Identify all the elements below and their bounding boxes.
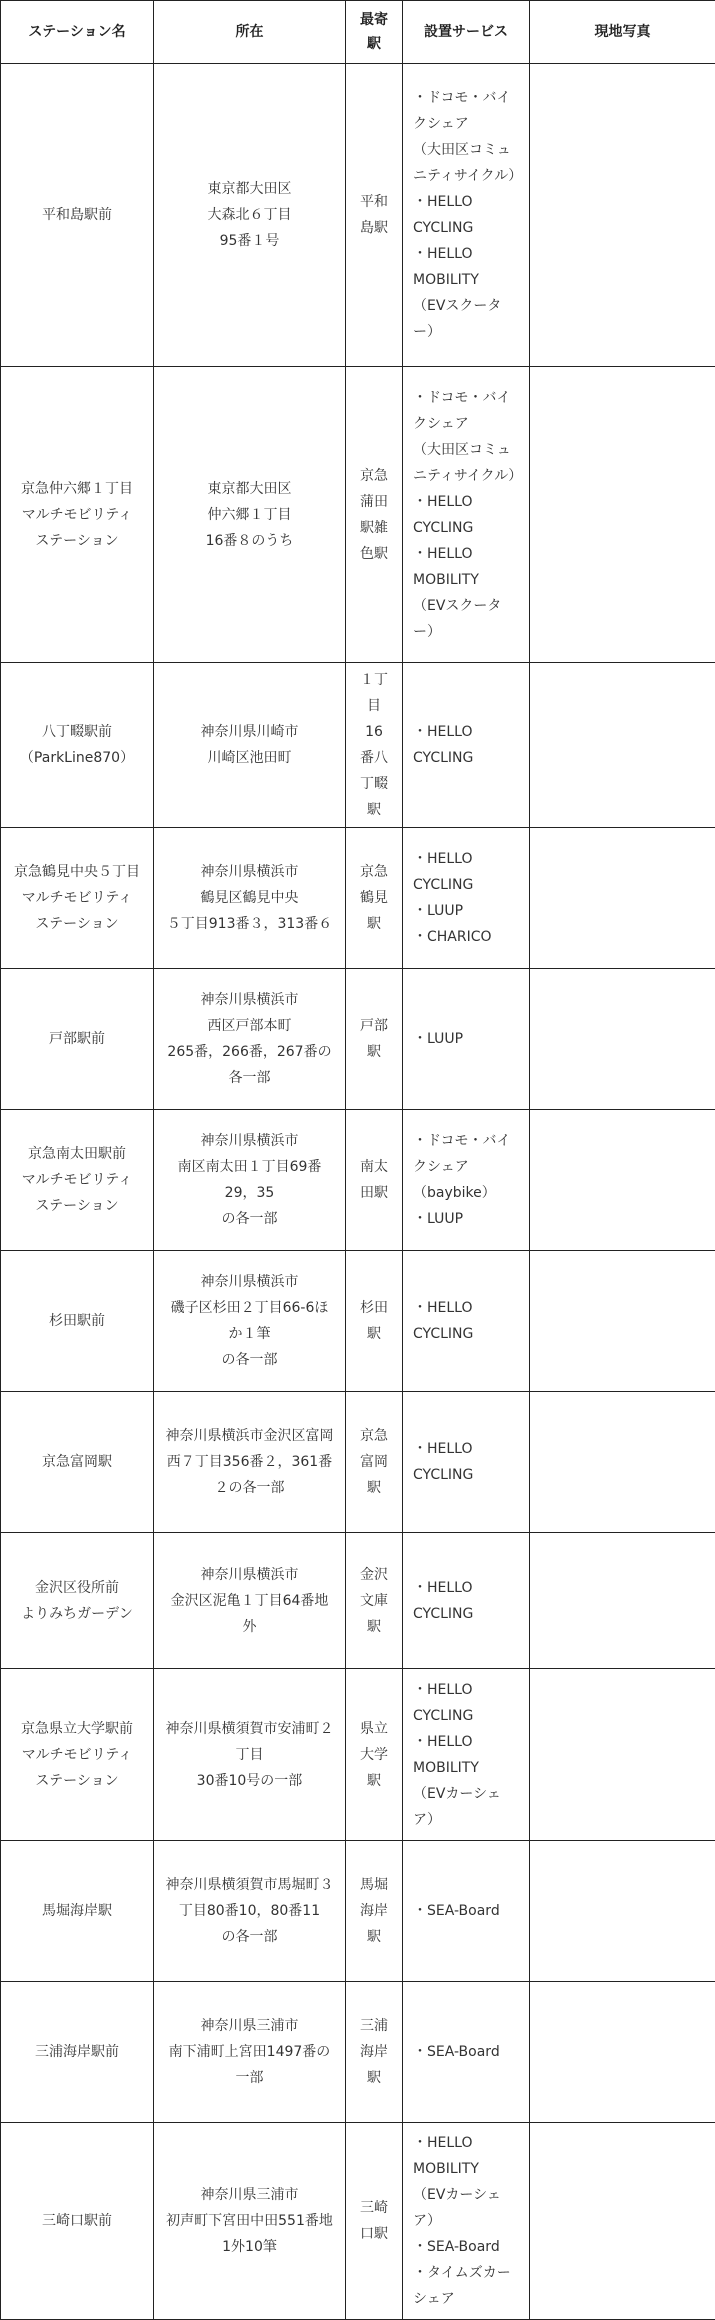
- table-row: [1, 2123, 715, 2320]
- table-body: [1, 64, 715, 2320]
- service-line: （大田区コミュニティサイクル）: [413, 137, 521, 189]
- services-cell: [403, 64, 530, 367]
- services-cell: [403, 2123, 530, 2320]
- station-name-line: マルチモビリティ: [13, 502, 141, 528]
- nearest-station-cell: １丁目16番八丁畷駅: [346, 663, 403, 828]
- location-line: 神奈川県横浜市: [164, 987, 335, 1013]
- table-row: [1, 1533, 715, 1669]
- photo-cell: [530, 969, 715, 1110]
- location-cell: [154, 1251, 346, 1392]
- station-name-line: ステーション: [13, 1193, 141, 1219]
- location-line: 神奈川県三浦市: [164, 2182, 335, 2208]
- service-line: ・LUUP: [413, 1026, 521, 1052]
- station-name-cell: [1, 1982, 154, 2123]
- service-line: ・HELLO CYCLING: [413, 1575, 521, 1627]
- header-row: [1, 1, 715, 64]
- service-line: ・HELLO CYCLING: [413, 489, 521, 541]
- location-line: 神奈川県横須賀市馬堀町３丁目80番10，80番11: [164, 1872, 335, 1924]
- table-row: [1, 1982, 715, 2123]
- nearest-station-cell: 平和島駅: [346, 64, 403, 367]
- station-name-cell: [1, 1251, 154, 1392]
- header-photo: 現地写真: [530, 1, 715, 64]
- location-line: の各一部: [164, 1206, 335, 1232]
- service-line: ・HELLO CYCLING: [413, 846, 521, 898]
- location-line: 南区南太田１丁目69番29，35: [164, 1154, 335, 1206]
- nearest-station-cell: 京急蒲田駅雑色駅: [346, 367, 403, 663]
- station-name-line: 京急仲六郷１丁目: [13, 476, 141, 502]
- location-line: ５丁目913番３，313番６: [164, 911, 335, 937]
- services-cell: [403, 1841, 530, 1982]
- location-cell: [154, 2123, 346, 2320]
- header-nearest-station: [346, 1, 403, 64]
- location-line: 神奈川県三浦市: [164, 2013, 335, 2039]
- station-name-line: 三崎口駅前: [13, 2208, 141, 2234]
- nearest-station-cell: 南太田駅: [346, 1110, 403, 1251]
- service-line: ・HELLO CYCLING: [413, 189, 521, 241]
- service-line: ・SEA-Board: [413, 1898, 521, 1924]
- header-services: 設置サービス: [403, 1, 530, 64]
- services-cell: [403, 1533, 530, 1669]
- station-name-line: 八丁畷駅前（ParkLine870）: [13, 719, 141, 771]
- location-line: 東京都大田区: [164, 476, 335, 502]
- table-row: [1, 828, 715, 969]
- table-row: [1, 1669, 715, 1841]
- station-name-cell: [1, 367, 154, 663]
- station-name-cell: [1, 969, 154, 1110]
- location-cell: [154, 1982, 346, 2123]
- service-line: （EVカーシェア）: [413, 1781, 521, 1833]
- station-name-cell: [1, 1110, 154, 1251]
- location-line: 神奈川県横浜市: [164, 859, 335, 885]
- location-line: 神奈川県横浜市: [164, 1562, 335, 1588]
- services-cell: [403, 1669, 530, 1841]
- location-line: 神奈川県横浜市: [164, 1269, 335, 1295]
- station-name-line: 京急南太田駅前: [13, 1141, 141, 1167]
- service-line: ・タイムズカーシェア: [413, 2260, 521, 2312]
- location-line: 神奈川県横須賀市安浦町２丁目: [164, 1716, 335, 1768]
- station-name-line: ステーション: [13, 1768, 141, 1794]
- photo-cell: [530, 1251, 715, 1392]
- station-name-line: 馬堀海岸駅: [13, 1898, 141, 1924]
- station-name-cell: [1, 828, 154, 969]
- service-line: ・HELLO MOBILITY: [413, 241, 521, 293]
- services-cell: [403, 1251, 530, 1392]
- services-cell: [403, 1110, 530, 1251]
- location-line: の各一部: [164, 1924, 335, 1950]
- station-name-line: 金沢区役所前: [13, 1575, 141, 1601]
- station-name-line: 京急鶴見中央５丁目マルチモビリティ: [13, 859, 141, 911]
- header-station-name: ステーション名: [1, 1, 154, 64]
- photo-cell: [530, 828, 715, 969]
- location-cell: [154, 969, 346, 1110]
- nearest-station-cell: 金沢文庫駅: [346, 1533, 403, 1669]
- services-cell: [403, 828, 530, 969]
- station-name-line: 杉田駅前: [13, 1308, 141, 1334]
- service-line: ・HELLO CYCLING: [413, 719, 521, 771]
- station-name-line: よりみちガーデン: [13, 1601, 141, 1627]
- service-line: ・HELLO CYCLING: [413, 1677, 521, 1729]
- location-line: 30番10号の一部: [164, 1768, 335, 1794]
- location-cell: [154, 1841, 346, 1982]
- station-name-line: 三浦海岸駅前: [13, 2039, 141, 2065]
- station-name-line: マルチモビリティ: [13, 1742, 141, 1768]
- station-name-line: 京急県立大学駅前: [13, 1716, 141, 1742]
- location-cell: [154, 1392, 346, 1533]
- service-line: ・ドコモ・バイクシェア: [413, 385, 521, 437]
- services-cell: [403, 1392, 530, 1533]
- services-cell: [403, 663, 530, 828]
- location-line: 神奈川県川崎市: [164, 719, 335, 745]
- location-line: 磯子区杉田２丁目66-6ほか１筆: [164, 1295, 335, 1347]
- location-line: 仲六郷１丁目: [164, 502, 335, 528]
- location-cell: [154, 1669, 346, 1841]
- header-nearest-station-label: 最寄 駅: [360, 12, 388, 52]
- station-name-cell: [1, 1392, 154, 1533]
- location-line: 大森北６丁目: [164, 202, 335, 228]
- photo-cell: [530, 663, 715, 828]
- station-name-line: ステーション: [13, 528, 141, 554]
- table-row: [1, 663, 715, 828]
- location-cell: [154, 1110, 346, 1251]
- station-name-cell: [1, 64, 154, 367]
- station-name-cell: [1, 1533, 154, 1669]
- service-line: ・LUUP: [413, 898, 521, 924]
- location-line: 南下浦町上宮田1497番の一部: [164, 2039, 335, 2091]
- photo-cell: [530, 1841, 715, 1982]
- nearest-station-cell: 県立大学駅: [346, 1669, 403, 1841]
- station-name-line: マルチモビリティ: [13, 1167, 141, 1193]
- table-row: [1, 1392, 715, 1533]
- location-line: 西区戸部本町: [164, 1013, 335, 1039]
- service-line: ・ドコモ・バイクシェア（baybike）: [413, 1128, 521, 1206]
- header-location: 所在: [154, 1, 346, 64]
- table-row: [1, 64, 715, 367]
- location-cell: [154, 663, 346, 828]
- nearest-station-cell: 三崎口駅: [346, 2123, 403, 2320]
- station-name-line: 平和島駅前: [13, 202, 141, 228]
- station-name-line: ステーション: [13, 911, 141, 937]
- table-row: [1, 969, 715, 1110]
- location-line: 鶴見区鶴見中央: [164, 885, 335, 911]
- location-line: 265番，266番，267番の各一部: [164, 1039, 335, 1091]
- table-row: [1, 1110, 715, 1251]
- service-line: ・HELLO MOBILITY: [413, 541, 521, 593]
- location-line: 川崎区池田町: [164, 745, 335, 771]
- location-line: 95番１号: [164, 228, 335, 254]
- service-line: ・LUUP: [413, 1206, 521, 1232]
- location-line: 16番８のうち: [164, 528, 335, 554]
- services-cell: [403, 367, 530, 663]
- location-cell: [154, 367, 346, 663]
- photo-cell: [530, 367, 715, 663]
- nearest-station-cell: 戸部駅: [346, 969, 403, 1110]
- photo-cell: [530, 1392, 715, 1533]
- table-row: [1, 1251, 715, 1392]
- service-line: ・ドコモ・バイクシェア: [413, 85, 521, 137]
- photo-cell: [530, 1669, 715, 1841]
- location-cell: [154, 828, 346, 969]
- location-cell: [154, 1533, 346, 1669]
- service-line: ・HELLO MOBILITY: [413, 2130, 521, 2182]
- photo-cell: [530, 1110, 715, 1251]
- location-line: 神奈川県横浜市金沢区富岡西７丁目356番２，361番２の各一部: [164, 1423, 335, 1501]
- station-name-cell: [1, 1669, 154, 1841]
- nearest-station-cell: 三浦海岸駅: [346, 1982, 403, 2123]
- location-line: 金沢区泥亀１丁目64番地外: [164, 1588, 335, 1640]
- location-cell: [154, 64, 346, 367]
- station-name-line: 京急富岡駅: [13, 1449, 141, 1475]
- location-line: 東京都大田区: [164, 176, 335, 202]
- nearest-station-cell: 京急鶴見駅: [346, 828, 403, 969]
- table-row: [1, 367, 715, 663]
- station-name-cell: [1, 2123, 154, 2320]
- nearest-station-cell: 京急富岡駅: [346, 1392, 403, 1533]
- service-line: （大田区コミュニティサイクル）: [413, 437, 521, 489]
- service-line: ・CHARICO: [413, 924, 521, 950]
- service-line: ・SEA-Board: [413, 2039, 521, 2065]
- service-line: （EVカーシェア）: [413, 2182, 521, 2234]
- location-line: 神奈川県横浜市: [164, 1128, 335, 1154]
- location-line: の各一部: [164, 1347, 335, 1373]
- nearest-station-cell: 杉田駅: [346, 1251, 403, 1392]
- photo-cell: [530, 64, 715, 367]
- photo-cell: [530, 1982, 715, 2123]
- station-name-line: 戸部駅前: [13, 1026, 141, 1052]
- photo-cell: [530, 1533, 715, 1669]
- location-line: 初声町下宮田中田551番地1外10筆: [164, 2208, 335, 2260]
- station-name-cell: [1, 1841, 154, 1982]
- table-row: [1, 1841, 715, 1982]
- service-line: ・HELLO CYCLING: [413, 1295, 521, 1347]
- service-line: （EVスクーター）: [413, 293, 521, 345]
- service-line: ・HELLO CYCLING: [413, 1436, 521, 1488]
- services-cell: [403, 969, 530, 1110]
- service-line: （EVスクーター）: [413, 593, 521, 645]
- photo-cell: [530, 2123, 715, 2320]
- station-name-cell: [1, 663, 154, 828]
- service-line: ・HELLO MOBILITY: [413, 1729, 521, 1781]
- nearest-station-cell: 馬堀海岸駅: [346, 1841, 403, 1982]
- services-cell: [403, 1982, 530, 2123]
- service-line: ・SEA-Board: [413, 2234, 521, 2260]
